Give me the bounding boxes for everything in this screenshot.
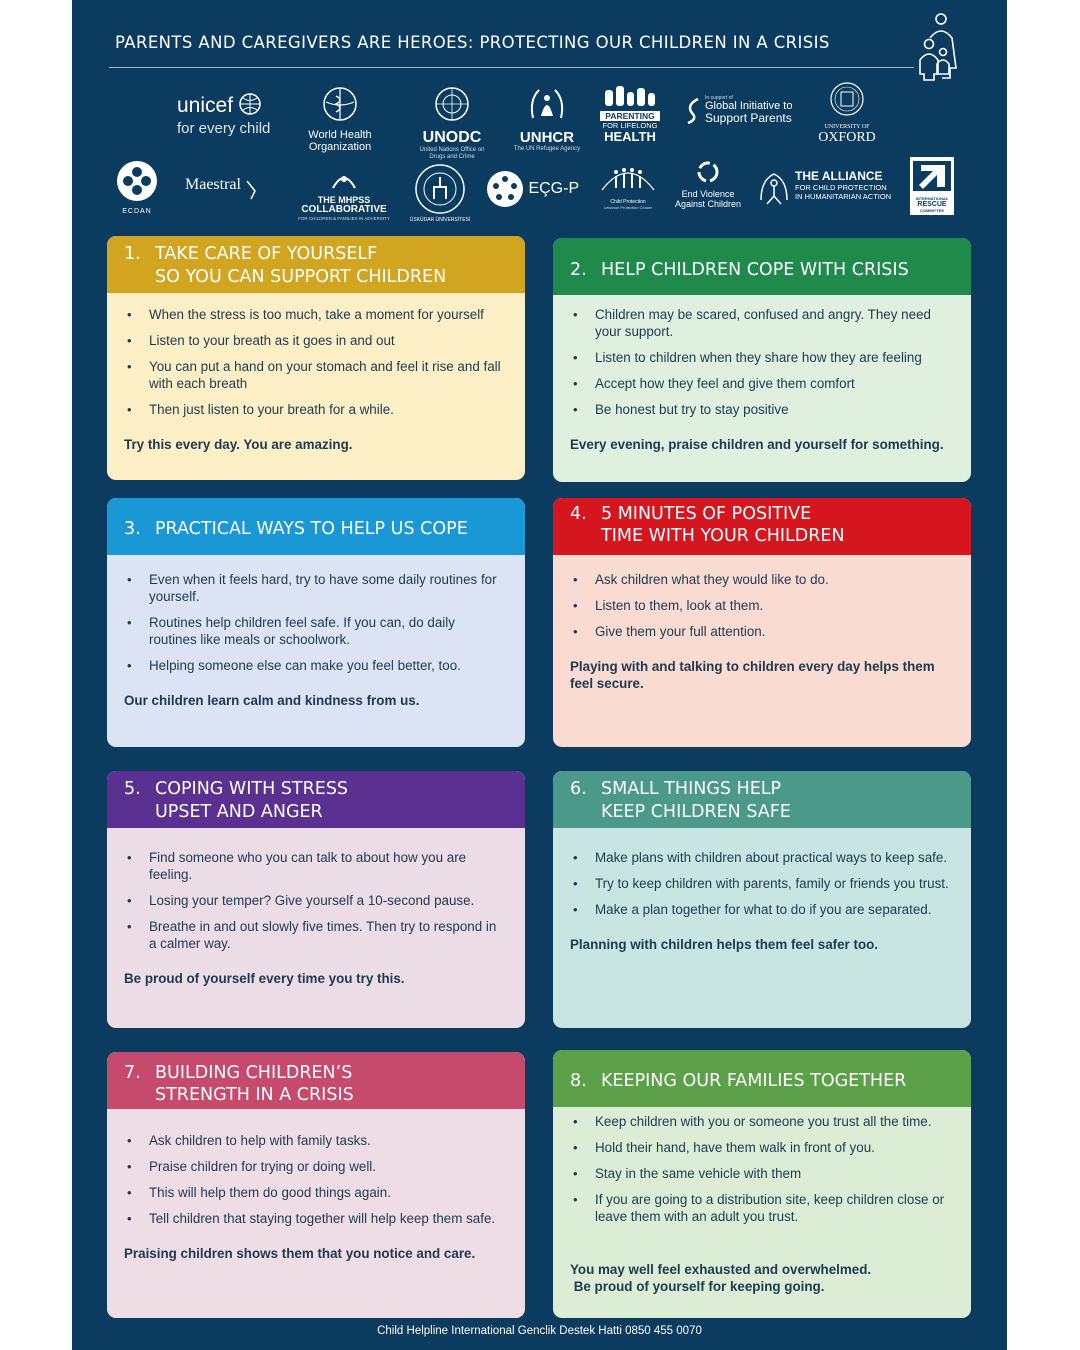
unicef-wordmark: unicef <box>177 94 234 117</box>
card-header <box>107 498 525 555</box>
card-number: 6. <box>570 779 587 799</box>
alliance-hands-icon <box>757 170 791 208</box>
card-title-line1: KEEPING OUR FAMILIES TOGETHER <box>601 1071 907 1091</box>
bullet-item: • Then just listen to your breath for a while. <box>124 401 505 418</box>
uskudar-name: ÜSKÜDAR ÜNİVERSİTESİ <box>409 217 471 223</box>
card-title-line1: COPING WITH STRESS <box>155 779 349 799</box>
bullet-item: • Even when it feels hard, try to have some daily routines for yourself. <box>124 571 505 605</box>
bullet-list <box>124 1132 505 1227</box>
evac-line1: End Violence <box>681 189 735 199</box>
card-small-things <box>553 771 971 1028</box>
bullet-list <box>124 849 505 952</box>
card-body <box>107 1109 525 1262</box>
card-header <box>107 1052 525 1109</box>
alliance-line2: FOR CHILD PROTECTION <box>795 183 887 192</box>
unicef-logo <box>177 92 277 139</box>
card-title-line2: UPSET AND ANGER <box>155 802 323 822</box>
alliance-logo <box>757 170 892 201</box>
unicef-globe-icon <box>238 92 262 116</box>
header-divider <box>109 67 914 68</box>
bullet-item: • This will help them do good things again. <box>124 1184 505 1201</box>
card-body <box>553 555 971 692</box>
parenting-line2: FOR LIFELONG <box>602 121 658 130</box>
card-number: 7. <box>124 1063 141 1083</box>
card-closing-2: Be proud of yourself for keeping going. <box>570 1279 825 1294</box>
bullet-item: • Try to keep children with parents, family or friends you trust. <box>570 875 951 892</box>
evac-circle-icon <box>696 160 720 184</box>
bullet-item: • Give them your full attention. <box>570 623 951 640</box>
bullet-item: • You can put a hand on your stomach and feel it rise and fall with each breath <box>124 358 505 392</box>
uskudar-logo <box>409 163 471 223</box>
card-closing: Praising children shows them that you notice and care. <box>124 1246 476 1261</box>
card-positive-time <box>553 498 971 747</box>
gisp-small: In support of <box>705 95 733 101</box>
helpline-footer: Child Helpline International Genclik Destek Hatti 0850 455 0070 <box>377 1325 702 1337</box>
unodc-logo <box>412 84 492 161</box>
irc-arrow-icon <box>913 161 951 191</box>
un-emblem-icon <box>430 84 474 124</box>
card-closing: You may well feel exhausted and overwhelmed. <box>570 1262 872 1277</box>
bullet-list <box>124 571 505 674</box>
bullet-item: • Find someone who you can talk to about how you are feeling. <box>124 849 505 883</box>
card-title-line1: BUILDING CHILDREN’S <box>155 1063 353 1083</box>
parenting-logo <box>600 84 660 144</box>
bullet-item: • Ask children what they would like to do. <box>570 571 951 588</box>
parenting-figures-icon <box>602 84 658 106</box>
card-header <box>553 1050 971 1107</box>
unhcr-wordmark: UNHCR <box>519 129 575 146</box>
cpls-line1: Child Protection <box>610 199 646 205</box>
card-number: 5. <box>124 779 141 799</box>
card-title-line1: TAKE CARE OF YOURSELF <box>155 244 378 264</box>
bullet-item: • Helping someone else can make you feel better, too. <box>124 657 505 674</box>
bullet-item: • Tell children that staying together will help keep them safe. <box>124 1210 505 1227</box>
bullet-list <box>570 571 951 640</box>
bullet-item: • Keep children with you or someone you trust all the time. <box>570 1113 951 1130</box>
card-header <box>107 236 525 293</box>
bullet-item: • Make a plan together for what to do if you are separated. <box>570 901 951 918</box>
card-header <box>107 771 525 828</box>
cpls-line2: Lebanon Protection Cluster <box>603 205 653 210</box>
mhpss-hands-icon <box>329 170 359 190</box>
unodc-subtitle: United Nations Office on Drugs and Crime <box>419 147 485 160</box>
irc-line3: COMMITTEE <box>920 208 944 213</box>
card-title-line1: 5 MINUTES OF POSITIVE <box>601 504 812 524</box>
bullet-item: • Stay in the same vehicle with them <box>570 1165 951 1182</box>
ecgp-wordmark: EÇG-P <box>528 180 580 197</box>
oxford-line1: UNIVERSITY OF <box>824 124 870 130</box>
card-take-care-of-yourself <box>107 236 525 480</box>
bullet-item: • Hold their hand, have them walk in front of you. <box>570 1139 951 1156</box>
bullet-item: • Ask children to help with family tasks. <box>124 1132 505 1149</box>
cpls-logo <box>596 160 660 210</box>
irc-line2: RESCUE <box>917 201 947 208</box>
card-closing: Be proud of yourself every time you try this. <box>124 971 405 986</box>
ecdan-wordmark: ECDAN <box>122 208 152 215</box>
bullet-item: • Routines help children feel safe. If you can, do daily routines like meals or schoolwork. <box>124 614 505 648</box>
gisp-line1: Global Initiative to <box>705 100 793 112</box>
oxford-logo <box>807 80 887 145</box>
bullet-item: • Listen to your breath as it goes in and out <box>124 332 505 349</box>
unodc-wordmark: UNODC <box>422 129 482 146</box>
who-line2: Organization <box>308 141 372 153</box>
bullet-list <box>124 306 505 418</box>
bullet-item: • If you are going to a distribution site, keep children close or leave them with an adult you trust. <box>570 1191 951 1225</box>
card-title-line1: HELP CHILDREN COPE WITH CRISIS <box>601 260 909 280</box>
alliance-line1: THE ALLIANCE <box>795 169 883 183</box>
card-number: 2. <box>570 260 587 280</box>
mhpss-line2: COLLABORATIVE <box>301 204 387 215</box>
bullet-item: • Be honest but try to stay positive <box>570 401 951 418</box>
irc-logo <box>910 157 954 215</box>
card-title-line2: STRENGTH IN A CRISIS <box>155 1085 354 1105</box>
card-closing: Try this every day. You are amazing. <box>124 437 353 452</box>
card-body <box>553 295 971 453</box>
ecgp-logo <box>486 170 586 208</box>
alliance-line3: IN HUMANITARIAN ACTION <box>795 192 892 201</box>
card-closing: Planning with children helps them feel safer too. <box>570 937 879 952</box>
card-body <box>107 293 525 453</box>
bullet-item: • Losing your temper? Give yourself a 10-second pause. <box>124 892 505 909</box>
card-title-line1: SMALL THINGS HELP <box>601 779 782 799</box>
card-body <box>107 828 525 987</box>
bullet-item: • Accept how they feel and give them comfort <box>570 375 951 392</box>
card-body <box>553 1107 971 1295</box>
card-header <box>553 238 971 295</box>
mhpss-logo <box>294 170 394 222</box>
evac-line2: Against Children <box>674 199 742 209</box>
card-coping-with-stress <box>107 771 525 1028</box>
card-header <box>553 498 971 555</box>
bullet-list <box>570 1113 951 1225</box>
bullet-list <box>570 849 951 918</box>
family-icon <box>915 12 965 82</box>
card-number: 1. <box>124 244 141 264</box>
bullet-item: • Make plans with children about practical ways to keep safe. <box>570 849 951 866</box>
bullet-item: • Children may be scared, confused and angry. They need your support. <box>570 306 951 340</box>
maestral-arrow-icon <box>245 179 259 201</box>
bullet-item: • Breathe in and out slowly five times. Then try to respond in a calmer way. <box>124 918 505 952</box>
oxford-line2: OXFORD <box>818 130 876 145</box>
unhcr-logo <box>512 84 582 153</box>
poster <box>72 0 1007 1350</box>
card-body <box>107 555 525 709</box>
maestral-wordmark: Maestral <box>185 176 241 193</box>
bullet-item: • Listen to them, look at them. <box>570 597 951 614</box>
bullet-item: • When the stress is too much, take a moment for yourself <box>124 306 505 323</box>
bullet-item: • Listen to children when they share how they are feeling <box>570 349 951 366</box>
card-closing: Our children learn calm and kindness from us. <box>124 693 420 708</box>
gisp-logo <box>684 95 799 124</box>
maestral-logo <box>185 176 280 201</box>
card-number: 3. <box>124 519 141 539</box>
ecgp-wheel-icon <box>486 170 524 208</box>
card-title-line2: SO YOU CAN SUPPORT CHILDREN <box>155 267 447 287</box>
bullet-item: • Praise children for trying or doing well. <box>124 1158 505 1175</box>
card-header <box>553 771 971 828</box>
irc-line1: INTERNATIONAL <box>915 196 949 201</box>
card-title-line1: PRACTICAL WAYS TO HELP US COPE <box>155 519 468 539</box>
mhpss-subtitle: FOR CHILDREN & FAMILIES IN ADVERSITY <box>298 216 390 221</box>
gisp-swirl-icon <box>684 95 704 125</box>
card-number: 8. <box>570 1071 587 1091</box>
card-title-line2: KEEP CHILDREN SAFE <box>601 802 791 822</box>
gisp-line2: Support Parents <box>705 111 792 125</box>
card-title-line2: TIME WITH YOUR CHILDREN <box>601 526 845 546</box>
cpls-figures-icon <box>598 160 658 194</box>
who-emblem-icon <box>318 84 362 124</box>
who-logo <box>300 84 380 153</box>
oxford-crest-icon <box>829 80 865 118</box>
ecdan-flower-icon <box>116 160 158 202</box>
card-body <box>553 828 971 953</box>
mhpss-line1: THE MHPSS <box>317 195 371 205</box>
parenting-line3: HEALTH <box>604 129 656 144</box>
unhcr-emblem-icon <box>525 84 569 124</box>
bullet-list <box>570 306 951 418</box>
card-building-strength <box>107 1052 525 1318</box>
card-closing: Every evening, praise children and yourself for something. <box>570 437 944 452</box>
unicef-tagline: for every child <box>177 120 271 137</box>
unhcr-subtitle: The UN Refugee Agency <box>513 146 581 152</box>
parenting-line1: PARENTING <box>600 111 660 121</box>
card-practical-ways <box>107 498 525 747</box>
card-help-children-cope <box>553 238 971 482</box>
ecdan-logo <box>112 160 162 216</box>
card-keeping-families-together <box>553 1050 971 1318</box>
poster-title: PARENTS AND CAREGIVERS ARE HEROES: PROTECTING OUR CHILDREN IN A CRISIS <box>115 33 830 52</box>
card-closing: Playing with and talking to children every day helps them feel secure. <box>570 659 935 691</box>
evac-logo <box>666 160 750 209</box>
uskudar-seal-icon <box>414 163 466 215</box>
who-line1: World Health <box>308 129 372 141</box>
card-number: 4. <box>570 504 587 524</box>
